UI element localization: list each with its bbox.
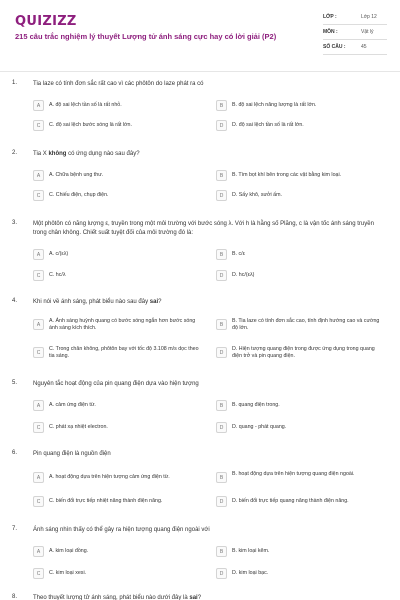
question-text: Tia X không có ứng dụng nào sau đây? [33,151,140,157]
option-text: A. hoạt động dựa trên hiện tượng cảm ứng điện từ. [49,474,170,480]
option-letter: C [33,190,44,201]
header-divider [0,71,400,72]
option-letter: B [216,319,227,330]
question-text: Theo thuyết lượng tử ánh sáng, phát biểu nào dưới đây là sai? [33,595,202,600]
option-letter: B [216,546,227,557]
option-letter: C [33,496,44,507]
option-letter: A [33,319,44,330]
option-a[interactable] [33,470,198,486]
question-text: Tia laze có tính đơn sắc rất cao vì các phôtôn do laze phát ra có [33,81,204,87]
question-text: Một phôtôn có năng lượng ε, truyền trong một môi trường với bước sóng λ. Với h là hằng số Plăng, c là vận tốc ánh sáng truyền trong chân không. Chiết suất tuyệt đối của môi trường đó là: [33,221,374,236]
option-b[interactable] [216,470,381,486]
option-a[interactable] [33,398,198,414]
question-text: Nguyên tắc hoạt động của pin quang điện dựa vào hiện tượng [33,381,199,387]
option-b[interactable] [216,544,381,560]
option-text: C. độ sai lệch bước sóng là rất lớn. [49,122,132,128]
option-letter: B [216,170,227,181]
option-c[interactable] [33,345,198,361]
option-letter: A [33,472,44,483]
option-d[interactable] [216,566,381,582]
option-letter: A [33,100,44,111]
option-text: C. kim loại xesi. [49,570,87,576]
option-a[interactable] [33,544,198,560]
option-b[interactable] [216,398,381,414]
option-c[interactable] [33,118,198,134]
option-text: C. Chiếu điện, chụp điện. [49,192,109,198]
question-text: Khi nói về ánh sáng, phát biểu nào sau đây sai? [33,299,162,305]
meta-value: Vật lý [361,29,374,35]
option-text: D. kim loại bạc. [232,570,269,576]
worksheet-header [0,0,400,70]
question-number: 5. [12,380,18,386]
option-text: D. Sấy khô, sưởi ấm. [232,192,282,198]
option-letter: A [33,170,44,181]
option-c[interactable] [33,494,198,510]
option-letter: D [216,496,227,507]
option-text: D. độ sai lệch tần số là rất lớn. [232,122,304,128]
meta-row-subject [323,25,387,40]
option-d[interactable] [216,494,381,510]
option-text: B. quang điện trong. [232,402,280,408]
option-text: B. hoạt động dựa trên hiện tượng quang điện ngoài. [232,471,355,477]
option-letter: A [33,249,44,260]
meta-row-class [323,10,387,25]
option-d[interactable] [216,268,381,284]
question-number: 4. [12,298,18,304]
meta-value: Lớp 12 [361,14,377,20]
option-d[interactable] [216,420,381,436]
option-b[interactable] [216,317,381,333]
meta-label: SỐ CÂU : [323,44,346,50]
option-text: A. cảm ứng điện từ. [49,402,96,408]
meta-value: 45 [361,44,367,50]
option-b[interactable] [216,247,381,263]
option-c[interactable] [33,420,198,436]
option-letter: C [33,422,44,433]
option-text: D. hc/(ελ) [232,272,255,278]
question-number: 7. [12,526,18,532]
question-number: 8. [12,594,18,600]
option-c[interactable] [33,188,198,204]
question-number: 3. [12,220,18,226]
option-letter: D [216,347,227,358]
option-letter: C [33,120,44,131]
option-text: C. biến đổi trực tiếp nhiệt năng thành điện năng. [49,498,163,504]
question-text: Pin quang điện là nguồn điện [33,451,111,457]
option-text: C. phát xạ nhiệt electron. [49,424,108,430]
question-number: 2. [12,150,18,156]
option-letter: A [33,400,44,411]
option-text: B. độ sai lệch năng lượng là rất lớn. [232,102,317,108]
meta-label: MÔN : [323,29,338,35]
option-letter: B [216,400,227,411]
option-letter: D [216,422,227,433]
option-b[interactable] [216,98,381,114]
option-letter: B [216,249,227,260]
option-text: B. c/ε [232,251,245,257]
option-text: A. kim loại đồng. [49,548,89,554]
option-letter: C [33,270,44,281]
option-letter: D [216,270,227,281]
option-letter: D [216,190,227,201]
option-d[interactable] [216,118,381,134]
option-text: A. c/(ελ) [49,251,69,257]
option-letter: C [33,568,44,579]
option-text: A. độ sai lệch tần số là rất nhỏ. [49,102,122,108]
option-letter: A [33,546,44,557]
option-a[interactable] [33,98,198,114]
option-a[interactable] [33,168,198,184]
option-a[interactable] [33,317,198,333]
option-letter: B [216,472,227,483]
option-c[interactable] [33,268,198,284]
option-text: D. Hiện tượng quang điện trong được ứng dụng trong quang điện trở và pin quang điện. [232,346,375,359]
option-text: D. biến đổi trực tiếp quang năng thành điện năng. [232,498,349,504]
option-text: B. kim loại kẽm. [232,548,270,554]
question-text: Ánh sáng nhìn thấy có thể gây ra hiện tượng quang điện ngoài với [33,527,210,533]
option-letter: B [216,100,227,111]
option-c[interactable] [33,566,198,582]
option-text: D. quang - phát quang. [232,424,287,430]
option-letter: D [216,568,227,579]
meta-box [323,10,387,55]
option-text: C. Trong chân không, phôtôn bay với tốc độ 3.108 m/s dọc theo tia sáng. [49,346,199,359]
question-number: 6. [12,450,18,456]
option-text: A. Ánh sáng huỳnh quang có bước sóng ngắn hơn bước sóng ánh sáng kích thích. [49,318,196,331]
option-text: B. Tia laze có tính đơn sắc cao, tính định hướng cao và cường độ lớn. [232,318,380,331]
worksheet-title: 215 câu trắc nghiệm lý thuyết Lượng tử ánh sáng cực hay có lời giải (P2) [15,32,277,41]
option-a[interactable] [33,247,198,263]
option-letter: D [216,120,227,131]
option-b[interactable] [216,168,381,184]
meta-label: LỚP : [323,14,337,20]
question-number: 1. [12,80,18,86]
quizizz-logo: QUIZIZZ [15,14,77,29]
option-text: C. hc/λ [49,272,66,278]
option-d[interactable] [216,345,381,361]
option-d[interactable] [216,188,381,204]
meta-row-count [323,40,387,55]
option-text: A. Chữa bệnh ung thư. [49,172,104,178]
option-letter: C [33,347,44,358]
option-text: B. Tìm bọt khí bên trong các vật bằng kim loại. [232,172,342,178]
